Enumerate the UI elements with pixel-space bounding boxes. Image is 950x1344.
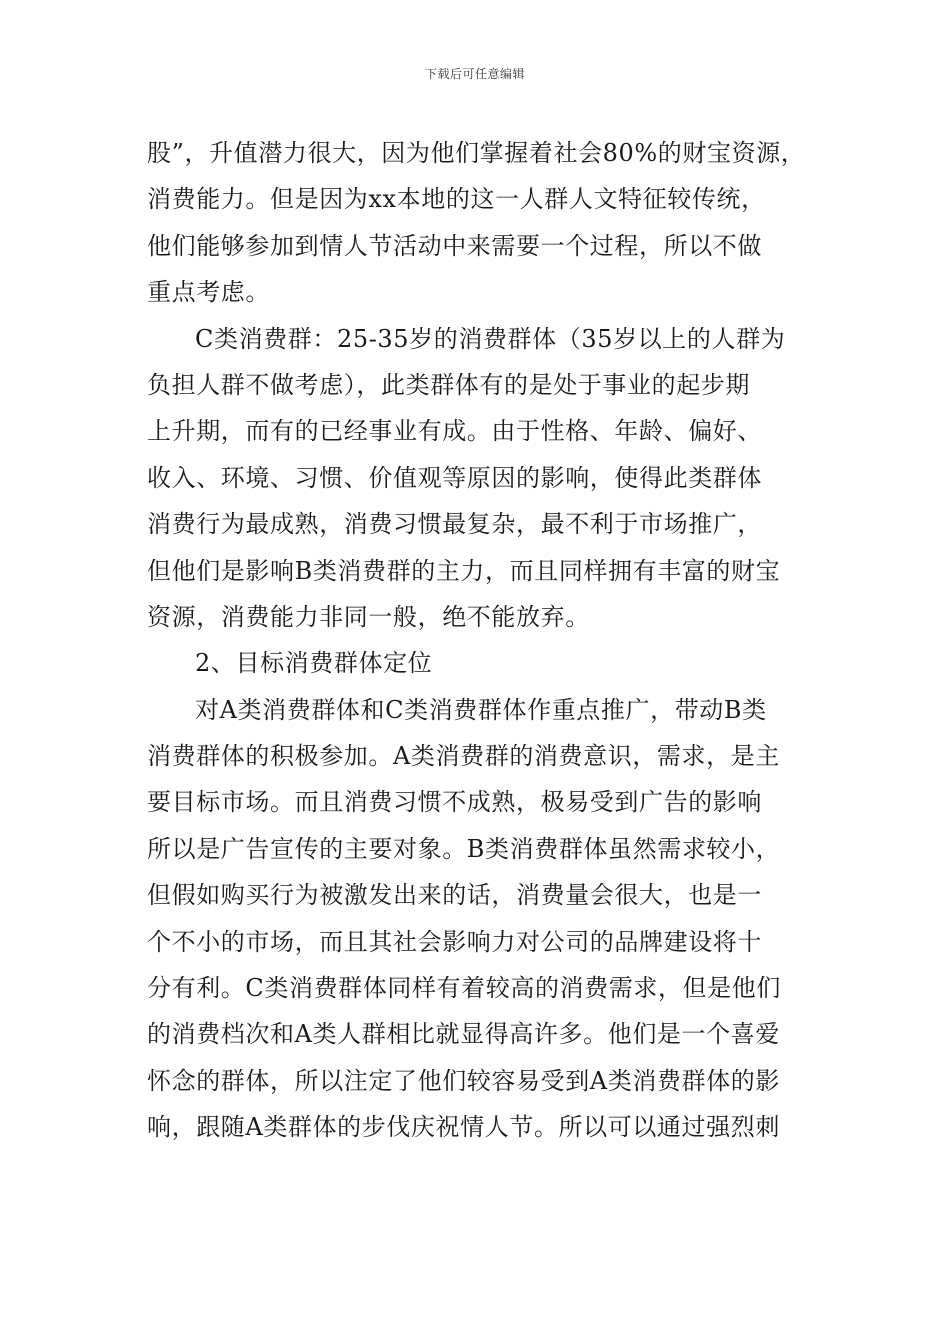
text-line: 他们能够参加到情人节活动中来需要一个过程，所以不做 bbox=[147, 231, 762, 260]
text-line: 重点考虑。 bbox=[147, 278, 270, 307]
text-line: 响，跟随A类群体的步伐庆祝情人节。所以可以通过强烈刺 bbox=[147, 1113, 780, 1142]
text-line: 的消费档次和A类人群相比就显得高许多。他们是一个喜爱 bbox=[147, 1020, 780, 1049]
text-line: 要目标市场。而且消费习惯不成熟，极易受到广告的影响 bbox=[147, 788, 762, 817]
text-line: 消费能力。但是因为xx本地的这一人群人文特征较传统， bbox=[147, 185, 766, 214]
text-line: 资源，消费能力非同一般，绝不能放弃。 bbox=[147, 602, 590, 631]
text-line: C类消费群：25-35岁的消费群体（35岁以上的人群为 bbox=[195, 324, 786, 353]
text-line: 怀念的群体，所以注定了他们较容易受到A类消费群体的影 bbox=[147, 1066, 780, 1095]
text-line: 所以是广告宣传的主要对象。B类消费群体虽然需求较小， bbox=[147, 834, 781, 863]
text-line: 对A类消费群体和C类消费群体作重点推广，带动B类 bbox=[195, 695, 767, 724]
text-line: 消费群体的积极参加。A类消费群的消费意识，需求，是主 bbox=[147, 742, 780, 771]
text-line: 但假如购买行为被激发出来的话，消费量会很大，也是一 bbox=[147, 881, 762, 910]
document-body bbox=[147, 130, 815, 1151]
text-line: 上升期，而有的已经事业有成。由于性格、年龄、偏好、 bbox=[147, 417, 762, 446]
page-header: 下载后可任意编辑 bbox=[424, 67, 525, 81]
section-heading: 2、目标消费群体定位 bbox=[195, 649, 433, 678]
text-line: 但他们是影响B类消费群的主力，而且同样拥有丰富的财宝 bbox=[147, 556, 781, 585]
text-line: 负担人群不做考虑），此类群体有的是处于事业的起步期 bbox=[147, 370, 750, 399]
text-line: 个不小的市场，而且其社会影响力对公司的品牌建设将十 bbox=[147, 927, 762, 956]
text-line: 消费行为最成熟，消费习惯最复杂，最不利于市场推广， bbox=[147, 510, 762, 539]
text-line: 股”，升值潜力很大，因为他们掌握着社会80%的财宝资源， bbox=[147, 139, 806, 167]
text-line: 收入、环境、习惯、价值观等原因的影响，使得此类群体 bbox=[147, 463, 762, 492]
text-line: 分有利。C类消费群体同样有着较高的消费需求，但是他们 bbox=[147, 974, 781, 1003]
